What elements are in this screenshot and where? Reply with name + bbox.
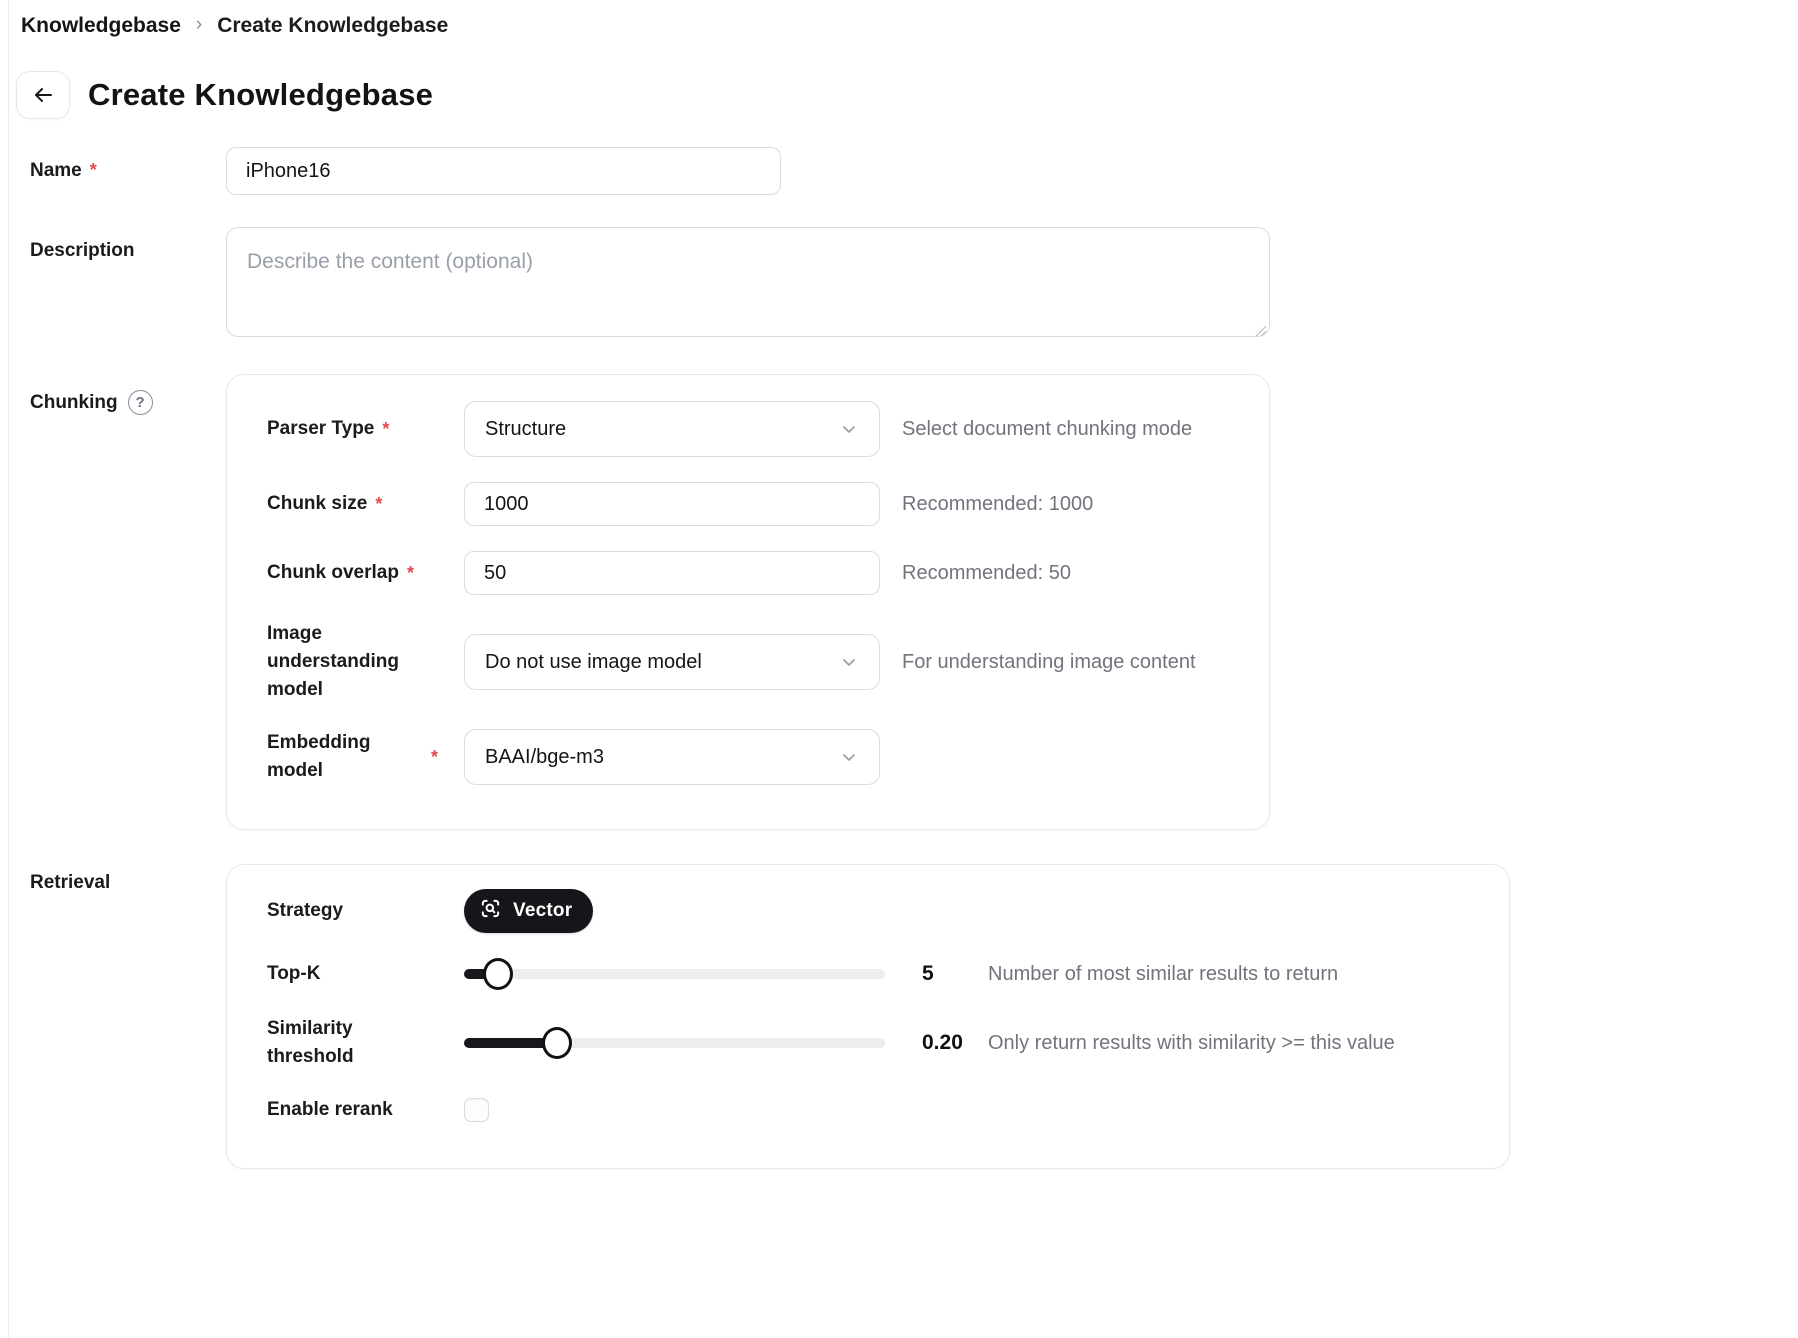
top-k-hint: Number of most similar results to return [988,962,1339,985]
slider-handle[interactable] [542,1027,572,1059]
strategy-row [267,889,1469,933]
similarity-threshold-slider[interactable] [464,1027,885,1059]
chunk-size-hint: Recommended: 1000 [902,492,1094,515]
slider-track[interactable] [464,969,885,979]
chunk-overlap-input[interactable] [464,551,880,595]
retrieval-card [226,864,1510,1169]
strategy-vector-button[interactable] [464,889,593,933]
breadcrumb-create-knowledgebase[interactable]: Create Knowledgebase [217,14,449,37]
enable-rerank-checkbox[interactable] [464,1098,489,1122]
similarity-threshold-hint: Only return results with similarity >= this value [988,1031,1395,1054]
chunking-section [30,374,1798,830]
arrow-left-icon [31,83,55,107]
similarity-threshold-value: 0.20 [922,1031,963,1054]
name-input[interactable] [226,147,781,195]
strategy-label: Strategy [267,900,344,921]
left-edge-divider [8,0,9,1338]
similarity-threshold-label: Similarity threshold [267,1018,354,1067]
chevron-down-icon [839,419,859,439]
top-k-label: Top-K [267,963,321,984]
parser-type-row [267,401,1229,457]
top-k-value: 5 [922,962,934,985]
chunk-size-label: Chunk size * [267,490,464,518]
required-asterisk: * [382,419,390,439]
chunk-overlap-row [267,551,1229,595]
create-knowledgebase-form [0,147,1798,1169]
similarity-threshold-row [267,1015,1469,1071]
required-asterisk: * [375,494,383,514]
parser-type-select[interactable]: Structure [464,401,880,457]
image-model-label: Image understanding model [267,623,399,700]
retrieval-section [30,864,1798,1169]
embedding-model-label: Embedding model * [267,732,438,781]
embedding-model-row [267,729,1229,785]
chunk-overlap-hint: Recommended: 50 [902,561,1071,584]
back-button[interactable] [16,71,70,119]
description-label: Description [30,240,135,261]
breadcrumb-knowledgebase[interactable]: Knowledgebase [21,14,181,37]
chunk-overlap-label: Chunk overlap * [267,559,464,587]
chevron-down-icon [839,747,859,767]
chevron-down-icon [839,652,859,672]
top-k-row [267,958,1469,990]
description-textarea[interactable] [226,227,1270,337]
image-model-hint: For understanding image content [902,650,1196,673]
required-asterisk: * [430,747,438,767]
description-field-wrap [226,227,1270,342]
vector-scan-search-icon [479,897,502,925]
strategy-value: Vector [513,900,573,921]
enable-rerank-label: Enable rerank [267,1099,393,1120]
parser-type-hint: Select document chunking mode [902,417,1193,440]
chunking-card [226,374,1270,830]
slider-handle[interactable] [483,958,513,990]
chunking-label-wrap [30,374,226,415]
chunk-size-input[interactable] [464,482,880,526]
page-title: Create Knowledgebase [88,77,434,112]
retrieval-label: Retrieval [30,872,111,893]
parser-type-label: Parser Type * [267,415,464,443]
chunking-label: Chunking [30,391,118,413]
required-asterisk: * [406,563,414,583]
top-k-slider[interactable] [464,958,885,990]
embedding-model-select[interactable]: BAAI/bge-m3 [464,729,880,785]
description-row [30,227,1798,342]
page-header [0,38,1798,119]
breadcrumb [0,0,1798,38]
help-icon[interactable]: ? [128,390,153,415]
breadcrumb-separator-icon: › [195,14,203,35]
image-model-select[interactable]: Do not use image model [464,634,880,690]
name-row [30,147,1798,195]
enable-rerank-row [267,1096,1469,1124]
required-asterisk: * [89,160,97,180]
image-model-row [267,620,1229,704]
name-label: Name * [30,160,97,181]
chunk-size-row [267,482,1229,526]
